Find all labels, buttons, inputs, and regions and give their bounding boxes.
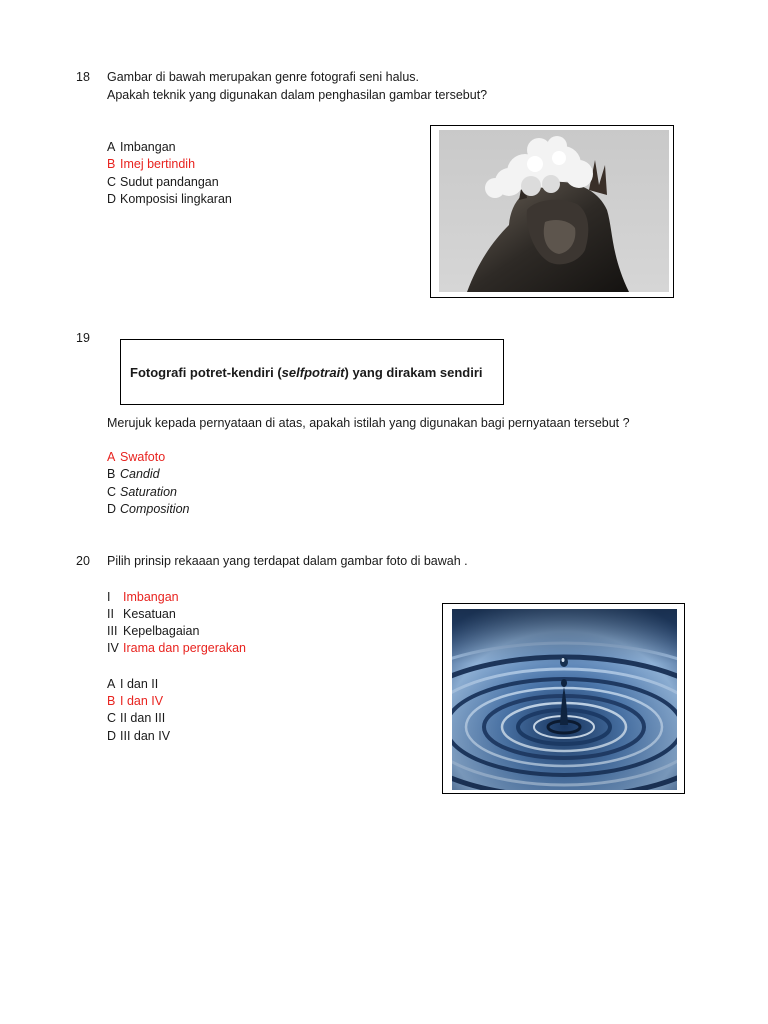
question-20-number: 20 [76, 554, 90, 568]
q18-option-b-answer: B Imej bertindih [107, 157, 196, 171]
q19-statement-box: Fotografi potret-kendiri ( selfpotrait ) yang dirakam sendiri [120, 339, 504, 405]
water-droplet-photo [452, 609, 677, 790]
q20-statement-iii: III Kepelbagaian [107, 624, 200, 638]
q20-image-frame [442, 603, 685, 794]
question-18-text-line2: Apakah teknik yang digunakan dalam penghasilan gambar tersebut? [107, 88, 488, 102]
q19-option-a-answer: A Swafoto [107, 450, 166, 464]
q18-option-a: A Imbangan [107, 140, 176, 154]
question-19-text: Merujuk kepada pernyataan di atas, apakah istilah yang digunakan bagi pernyataan tersebut ? [107, 416, 630, 430]
q20-statement-ii: II Kesatuan [107, 607, 176, 621]
q20-option-c: C II dan III [107, 711, 166, 725]
question-18-number: 18 [76, 70, 90, 84]
question-20-text: Pilih prinsip rekaaan yang terdapat dalam gambar foto di bawah . [107, 554, 468, 568]
q20-option-b-answer: B I dan IV [107, 694, 164, 708]
q20-option-a: A I dan II [107, 677, 159, 691]
q18-option-d: D Komposisi lingkaran [107, 192, 232, 206]
q19-option-d: D Composition [107, 502, 190, 516]
question-18-text-line1: Gambar di bawah merupakan genre fotografi seni halus. [107, 70, 419, 84]
double-exposure-photo [439, 130, 669, 292]
q19-option-c: C Saturation [107, 485, 177, 499]
q18-image-frame [430, 125, 674, 298]
q20-statement-iv: IV Irama dan pergerakan [107, 641, 246, 655]
q19-option-b: B Candid [107, 467, 160, 481]
q18-option-c: C Sudut pandangan [107, 175, 219, 189]
question-19-number: 19 [76, 331, 90, 345]
q20-statement-i: I Imbangan [107, 590, 179, 604]
q20-option-d: D III dan IV [107, 729, 171, 743]
